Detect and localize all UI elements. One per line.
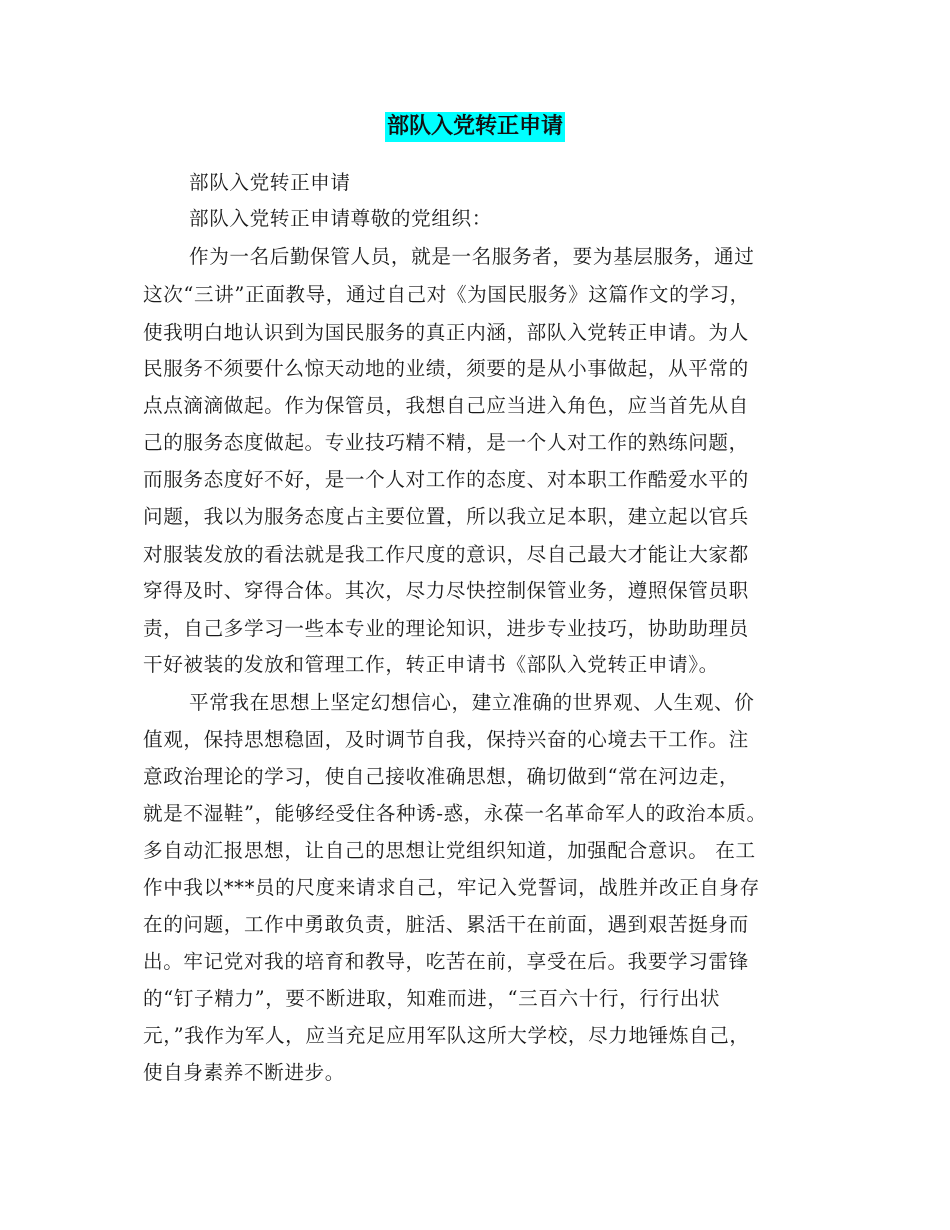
body-line: 责，自己多学习一些本专业的理论知识，进步专业技巧，协助助理员 bbox=[143, 617, 749, 640]
body-line: 点点滴滴做起。作为保管员，我想自己应当进入角色，应当首先从自 bbox=[143, 394, 749, 417]
body-line: 问题，我以为服务态度占主要位置，所以我立足本职，建立起以官兵 bbox=[143, 505, 749, 528]
document-title: 部队入党转正申请 bbox=[385, 112, 565, 142]
body-line: 值观，保持思想稳固，及时调节自我，保持兴奋的心境去干工作。注 bbox=[143, 728, 749, 751]
body-line: 干好被装的发放和管理工作，转正申请书《部队入党转正申请》。 bbox=[143, 653, 719, 676]
body-line: 多自动汇报思想，让自己的思想让党组织知道，加强配合意识。 在工 bbox=[143, 839, 756, 862]
body-line: 平常我在思想上坚定幻想信心，建立准确的世界观、人生观、价 bbox=[189, 691, 755, 714]
body-line: 己的服务态度做起。专业技巧精不精，是一个人对工作的熟练问题， bbox=[143, 431, 749, 454]
body-line: 部队入党转正申请 bbox=[189, 171, 351, 194]
body-line: 部队入党转正申请尊敬的党组织： bbox=[189, 207, 492, 230]
body-line: 民服务不须要什么惊天动地的业绩，须要的是从小事做起，从平常的 bbox=[143, 357, 749, 380]
body-line: 穿得及时、穿得合体。其次，尽力尽快控制保管业务，遵照保管员职 bbox=[143, 579, 749, 602]
body-line: 使自身素养不断进步。 bbox=[143, 1061, 345, 1084]
body-line: 这次“三讲”正面教导，通过自己对《为国民服务》这篇作文的学习， bbox=[143, 283, 750, 306]
body-line: 作为一名后勤保管人员，就是一名服务者，要为基层服务，通过 bbox=[189, 245, 755, 268]
body-line: 的“钉子精力”，要不断进取，知难而进，“三百六十行，行行出状 bbox=[143, 987, 721, 1010]
title-container bbox=[0, 112, 950, 142]
body-line: 而服务态度好不好，是一个人对工作的态度、对本职工作酷爱水平的 bbox=[143, 468, 749, 491]
body-line: 在的问题，工作中勇敢负责，脏活、累活干在前面，遇到艰苦挺身而 bbox=[143, 913, 749, 936]
body-line: 就是不湿鞋”，能够经受住各种诱-惑，永葆一名革命军人的政治本质。 bbox=[143, 802, 767, 825]
body-line: 元，”我作为军人，应当充足应用军队这所大学校，尽力地锤炼自己， bbox=[143, 1024, 750, 1047]
body-line: 作中我以***员的尺度来请求自己，牢记入党誓词，战胜并改正自身存 bbox=[143, 876, 760, 899]
body-line: 使我明白地认识到为国民服务的真正内涵，部队入党转正申请。为人 bbox=[143, 321, 749, 344]
body-line: 出。牢记党对我的培育和教导，吃苦在前，享受在后。我要学习雷锋 bbox=[143, 950, 749, 973]
body-line: 意政治理论的学习，使自己接收准确思想，确切做到“常在河边走， bbox=[143, 765, 740, 788]
body-line: 对服装发放的看法就是我工作尺度的意识，尽自己最大才能让大家都 bbox=[143, 543, 749, 566]
